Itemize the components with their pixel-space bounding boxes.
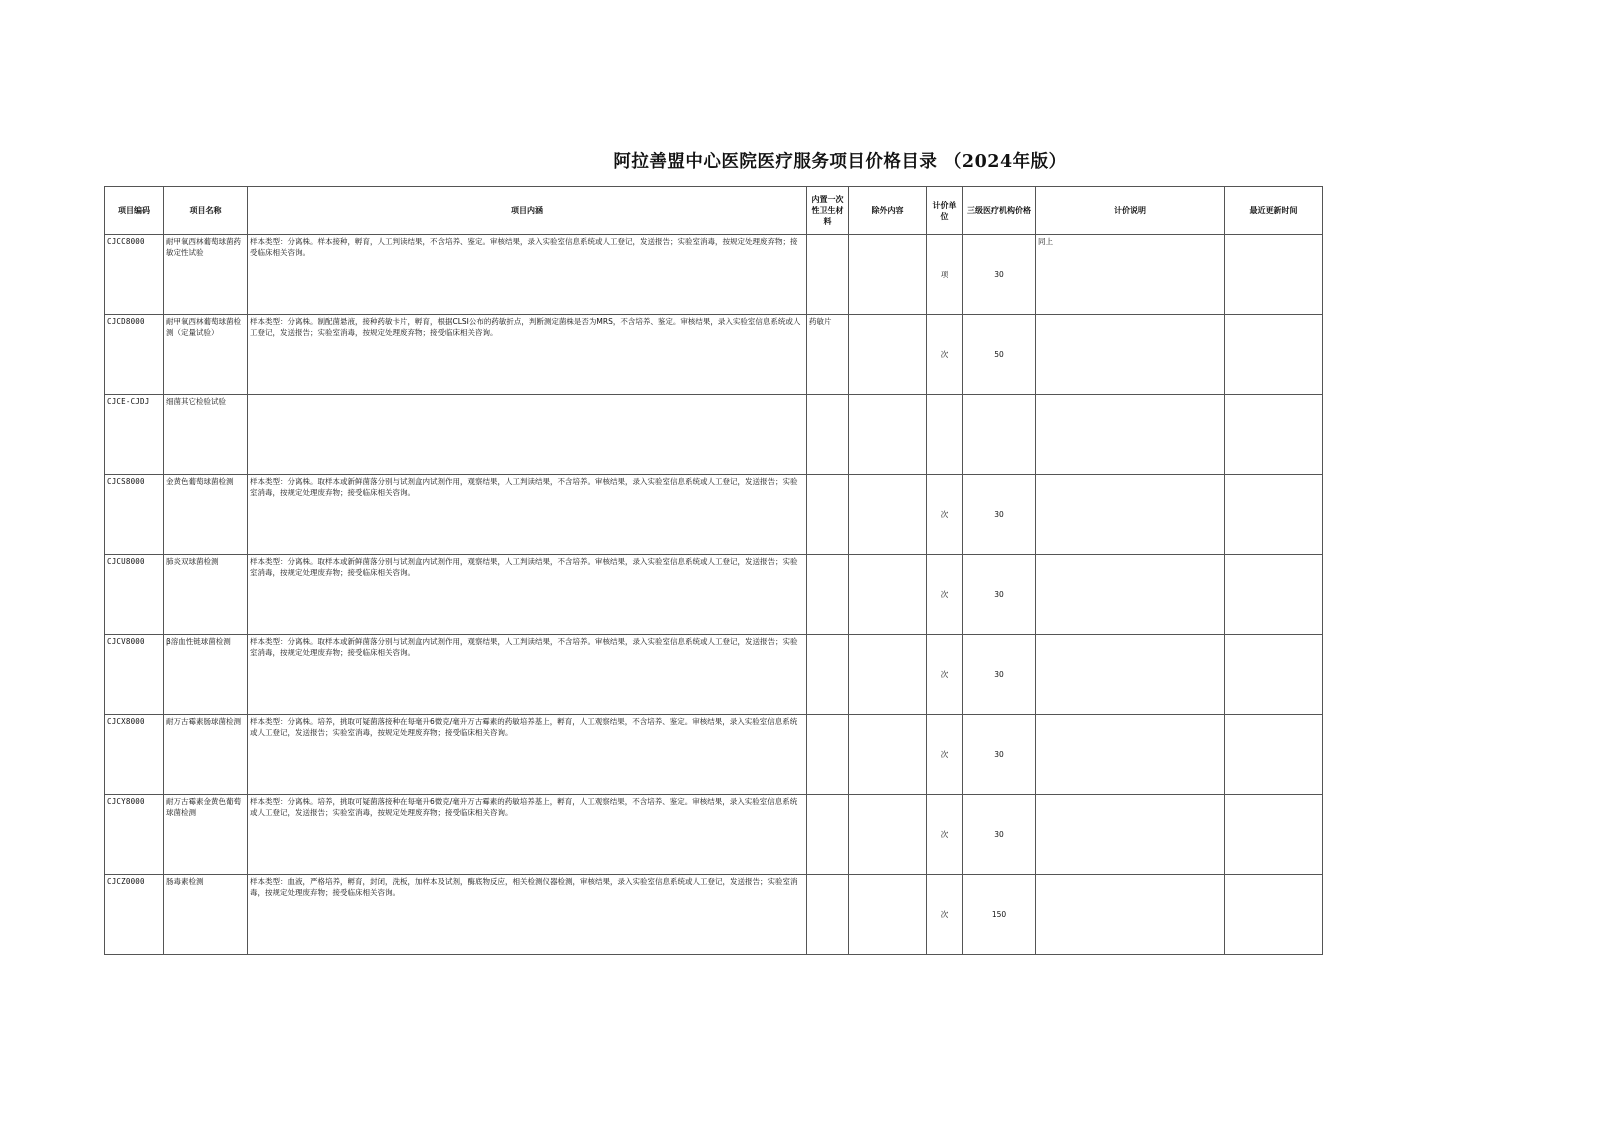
item-excluded [849, 315, 927, 395]
item-unit: 次 [927, 635, 963, 715]
item-note [1036, 795, 1225, 875]
item-note [1036, 555, 1225, 635]
table-row [105, 715, 1323, 795]
item-unit: 次 [927, 715, 963, 795]
header-price: 三级医疗机构价格 [963, 187, 1036, 235]
item-updated [1225, 715, 1323, 795]
item-note [1036, 475, 1225, 555]
table-row [105, 795, 1323, 875]
item-content: 样本类型：分离株。取样本或新鲜菌落分别与试剂盒内试剂作用，观察结果，人工判读结果，不含培养。审核结果，录入实验室信息系统或人工登记，发送报告；实验室消毒，按规定处理废弃物；接受临床相关咨询。 [248, 475, 807, 555]
header-excluded: 除外内容 [849, 187, 927, 235]
item-updated [1225, 395, 1323, 475]
item-note [1036, 315, 1225, 395]
item-unit: 次 [927, 555, 963, 635]
item-updated [1225, 475, 1323, 555]
item-unit: 项 [927, 235, 963, 315]
item-excluded [849, 715, 927, 795]
item-content: 样本类型：分离株。培养，挑取可疑菌落接种在每毫升6微克/毫升万古霉素的药敏培养基上，孵育，人工观察结果，不含培养、鉴定。审核结果，录入实验室信息系统或人工登记，发送报告；实验室消毒，按规定处理废弃物；接受临床相关咨询。 [248, 715, 807, 795]
price-catalog-table [104, 186, 1323, 955]
item-price: 50 [963, 315, 1036, 395]
item-code: CJCC8000 [105, 235, 164, 315]
table-row [105, 235, 1323, 315]
item-updated [1225, 235, 1323, 315]
item-code: CJCZ0000 [105, 875, 164, 955]
table-row [105, 555, 1323, 635]
item-excluded [849, 795, 927, 875]
item-code: CJCY8000 [105, 795, 164, 875]
item-material [807, 235, 849, 315]
item-content [248, 395, 807, 475]
item-material [807, 635, 849, 715]
item-updated [1225, 635, 1323, 715]
item-price: 30 [963, 715, 1036, 795]
header-unit: 计价单位 [927, 187, 963, 235]
item-code: CJCU8000 [105, 555, 164, 635]
item-code: CJCS8000 [105, 475, 164, 555]
item-content: 样本类型：分离株。取样本或新鲜菌落分别与试剂盒内试剂作用，观察结果，人工判读结果，不含培养。审核结果，录入实验室信息系统或人工登记，发送报告；实验室消毒，按规定处理废弃物；接受临床相关咨询。 [248, 555, 807, 635]
item-content: 样本类型：分离株。取样本或新鲜菌落分别与试剂盒内试剂作用，观察结果，人工判读结果，不含培养。审核结果，录入实验室信息系统或人工登记，发送报告；实验室消毒，按规定处理废弃物；接受临床相关咨询。 [248, 635, 807, 715]
item-name: 耐甲氧西林葡萄球菌检测（定量试验） [164, 315, 248, 395]
item-note [1036, 395, 1225, 475]
item-content: 样本类型：血液，严格培养，孵育，封闭，洗板，加样本及试剂，酶底物反应，相关检测仪器检测，审核结果，录入实验室信息系统或人工登记，发送报告；实验室消毒，按规定处理废弃物；接受临床相关咨询。 [248, 875, 807, 955]
item-unit: 次 [927, 875, 963, 955]
item-name: 肠毒素检测 [164, 875, 248, 955]
header-note: 计价说明 [1036, 187, 1225, 235]
item-unit [927, 395, 963, 475]
item-updated [1225, 795, 1323, 875]
item-material [807, 395, 849, 475]
item-content: 样本类型：分离株。样本接种，孵育，人工判读结果，不含培养、鉴定。审核结果，录入实验室信息系统或人工登记，发送报告；实验室消毒，按规定处理废弃物；接受临床相关咨询。 [248, 235, 807, 315]
table-header-row [105, 187, 1323, 235]
item-name: 细菌其它检验试验 [164, 395, 248, 475]
item-unit: 次 [927, 475, 963, 555]
item-price: 150 [963, 875, 1036, 955]
item-code: CJCE-CJDJ [105, 395, 164, 475]
item-note: 同上 [1036, 235, 1225, 315]
header-name: 项目名称 [164, 187, 248, 235]
item-note [1036, 635, 1225, 715]
item-price [963, 395, 1036, 475]
table-row [105, 315, 1323, 395]
item-price: 30 [963, 475, 1036, 555]
item-price: 30 [963, 795, 1036, 875]
item-material [807, 555, 849, 635]
item-material [807, 715, 849, 795]
item-excluded [849, 475, 927, 555]
item-excluded [849, 875, 927, 955]
item-material [807, 475, 849, 555]
header-updated: 最近更新时间 [1225, 187, 1323, 235]
page-title: 阿拉善盟中心医院医疗服务项目价格目录 （2024年版） [613, 152, 1067, 172]
item-code: CJCX8000 [105, 715, 164, 795]
header-content: 项目内涵 [248, 187, 807, 235]
item-name: 肺炎双球菌检测 [164, 555, 248, 635]
item-name: β溶血性链球菌检测 [164, 635, 248, 715]
item-material [807, 795, 849, 875]
item-content: 样本类型：分离株。培养，挑取可疑菌落接种在每毫升6微克/毫升万古霉素的药敏培养基上，孵育，人工观察结果，不含培养、鉴定。审核结果，录入实验室信息系统或人工登记，发送报告；实验室消毒，按规定处理废弃物；接受临床相关咨询。 [248, 795, 807, 875]
item-unit: 次 [927, 795, 963, 875]
item-excluded [849, 555, 927, 635]
item-updated [1225, 875, 1323, 955]
item-note [1036, 715, 1225, 795]
table-row [105, 875, 1323, 955]
item-name: 耐甲氧西林葡萄球菌药敏定性试验 [164, 235, 248, 315]
item-unit: 次 [927, 315, 963, 395]
item-price: 30 [963, 235, 1036, 315]
table-row [105, 395, 1323, 475]
item-material [807, 875, 849, 955]
header-code: 项目编码 [105, 187, 164, 235]
item-updated [1225, 555, 1323, 635]
item-material: 药敏片 [807, 315, 849, 395]
item-name: 耐万古霉素肠球菌检测 [164, 715, 248, 795]
item-excluded [849, 635, 927, 715]
item-note [1036, 875, 1225, 955]
header-material: 内置一次性卫生材料 [807, 187, 849, 235]
item-price: 30 [963, 635, 1036, 715]
item-name: 耐万古霉素金黄色葡萄球菌检测 [164, 795, 248, 875]
item-excluded [849, 235, 927, 315]
item-name: 金黄色葡萄球菌检测 [164, 475, 248, 555]
item-excluded [849, 395, 927, 475]
item-code: CJCV8000 [105, 635, 164, 715]
table-row [105, 475, 1323, 555]
table-row [105, 635, 1323, 715]
item-content: 样本类型：分离株。制配菌悬液，接种药敏卡片，孵育，根据CLSI公布的药敏折点，判断测定菌株是否为MRS，不含培养、鉴定。审核结果，录入实验室信息系统或人工登记，发送报告；实验室消毒，按规定处理废弃物；接受临床相关咨询。 [248, 315, 807, 395]
item-price: 30 [963, 555, 1036, 635]
item-updated [1225, 315, 1323, 395]
item-code: CJCD8000 [105, 315, 164, 395]
